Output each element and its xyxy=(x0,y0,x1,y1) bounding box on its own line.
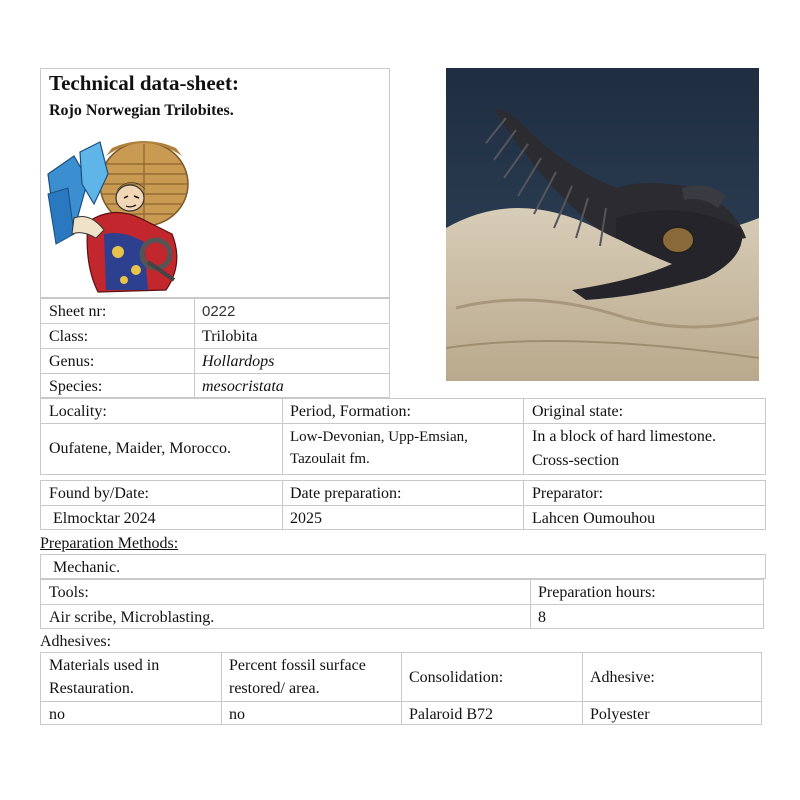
species-label: Species: xyxy=(49,378,103,395)
preparator-value: Lahcen Oumouhou xyxy=(532,510,656,527)
locality-label: Locality: xyxy=(49,403,107,420)
date-preparation-label: Date preparation: xyxy=(290,485,402,502)
percent-label-line1: Percent fossil surface xyxy=(229,657,366,674)
samurai-trilobite-logo xyxy=(44,134,192,294)
class-label: Class: xyxy=(49,328,89,345)
found-by-value: Elmocktar 2024 xyxy=(53,510,156,527)
materials-label-line1: Materials used in xyxy=(49,657,160,674)
locality-value: Oufatene, Maider, Morocco. xyxy=(49,440,231,457)
trilobite-fossil-photo xyxy=(446,68,759,381)
found-by-label: Found by/Date: xyxy=(49,485,149,502)
original-state-line2: Cross-section xyxy=(532,452,620,469)
preparation-methods-heading: Preparation Methods: xyxy=(40,535,179,552)
species-value: mesocristata xyxy=(202,378,284,395)
preparation-hours-label: Preparation hours: xyxy=(538,584,656,601)
tools-label: Tools: xyxy=(49,584,89,601)
tools-value: Air scribe, Microblasting. xyxy=(49,609,215,626)
date-preparation-value: 2025 xyxy=(290,510,322,527)
original-state-label: Original state: xyxy=(532,403,624,420)
sheet-subtitle: Rojo Norwegian Trilobites. xyxy=(49,102,234,119)
consolidation-value: Palaroid B72 xyxy=(409,706,493,723)
preparation-methods-value: Mechanic. xyxy=(53,559,121,576)
materials-value: no xyxy=(49,706,65,723)
period-label: Period, Formation: xyxy=(290,403,411,420)
period-value-line1: Low-Devonian, Upp-Emsian, xyxy=(290,429,468,445)
percent-value: no xyxy=(229,706,245,723)
genus-label: Genus: xyxy=(49,353,95,370)
percent-label-line2: restored/ area. xyxy=(229,680,320,697)
preparator-label: Preparator: xyxy=(532,485,604,502)
original-state-line1: In a block of hard limestone. xyxy=(532,428,716,445)
sheet-nr-value: 0222 xyxy=(202,303,236,320)
adhesives-heading: Adhesives: xyxy=(40,633,112,650)
period-value-line2: Tazoulait fm. xyxy=(290,451,370,467)
materials-label-line2: Restauration. xyxy=(49,680,134,697)
class-value: Trilobita xyxy=(202,328,258,345)
sheet-title: Technical data-sheet: xyxy=(49,71,239,95)
genus-value: Hollardops xyxy=(202,353,275,370)
sheet-nr-label: Sheet nr: xyxy=(49,303,107,320)
preparation-hours-value: 8 xyxy=(538,609,546,626)
adhesive-label: Adhesive: xyxy=(590,669,655,686)
methods-row xyxy=(40,554,766,579)
adhesive-value: Polyester xyxy=(590,706,650,723)
consolidation-label: Consolidation: xyxy=(409,669,504,686)
